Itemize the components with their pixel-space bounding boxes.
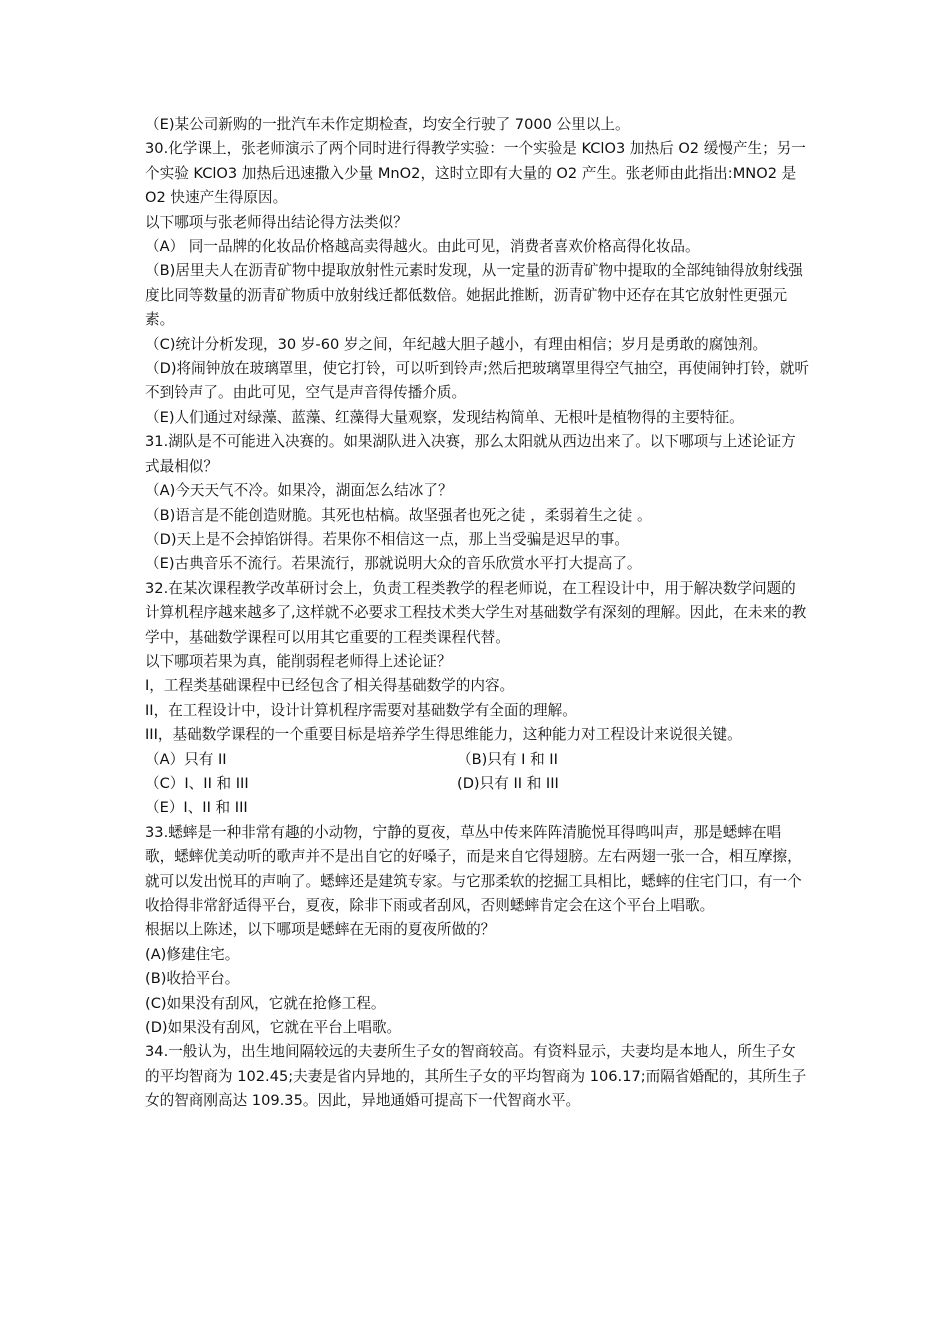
question-32-statement-1: I，工程类基础课程中已经包含了相关得基础数学的内容。: [145, 677, 515, 695]
question-33-option-b: (B)收拾平台。: [145, 970, 240, 988]
question-32-option-c: （C）I、II 和 III: [145, 774, 249, 792]
question-32-options-row-1: [145, 748, 810, 772]
question-31-option-e: （E)古典音乐不流行。若果流行，那就说明大众的音乐欣赏水平打大提高了。: [145, 555, 642, 573]
question-30-option-a: （A） 同一品牌的化妆品价格越高卖得越火。由此可见，消费者喜欢价格高得化妆品。: [145, 238, 700, 256]
line-q29-option-e: （E)某公司新购的一批汽车未作定期检查，均安全行驶了 7000 公里以上。: [145, 116, 630, 133]
question-30-prompt: 以下哪项与张老师得出结论得方法类似？: [145, 213, 408, 231]
question-31-option-d: （D)天上是不会掉馅饼得。若果你不相信这一点，那上当受骗是迟早的事。: [145, 530, 629, 548]
question-32-statement-3: III，基础数学课程的一个重要目标是培养学生得思维能力，这种能力对工程设计来说很关键。: [145, 726, 742, 744]
question-30-option-d: （D)将闹钟放在玻璃罩里，使它打铃，可以听到铃声;然后把玻璃罩里得空气抽空，再使闹钟打铃，就听不到铃声了。由此可见，空气是声音得传播介质。: [145, 360, 809, 402]
question-34-stem: 34.一般认为，出生地间隔较远的夫妻所生子女的智商较高。有资料显示，夫妻均是本地人，所生子女的平均智商为 102.45;夫妻是省内异地的，其所生子女的平均智商为 106.17;而隔省婚配的，其所生子女的智商刚高达 109.35。因此，异地通婚可提高下一代智商水平。: [145, 1043, 807, 1110]
question-32-option-a: （A）只有 II: [145, 750, 227, 768]
document-page: [145, 113, 810, 1114]
question-33-stem: 33.蟋蟀是一种非常有趣的小动物，宁静的夏夜，草丛中传来阵阵清脆悦耳得鸣叫声，那是蟋蟀在唱歌，蟋蟀优美动听的歌声并不是出自它的好嗓子，而是来自它得翅膀。左右两翅一张一合，相互摩擦，就可以发出悦耳的声响了。蟋蟀还是建筑专家。与它那柔软的挖掘工具相比，蟋蟀的住宅门口，有一个收拾得非常舒适得平台，夏夜，除非下雨或者刮风，否则蟋蟀肯定会在这个平台上唱歌。: [145, 823, 802, 914]
question-32-option-d: (D)只有 II 和 III: [457, 774, 559, 792]
question-33-prompt: 根据以上陈述，以下哪项是蟋蟀在无雨的夏夜所做的？: [145, 921, 496, 939]
question-30-option-c: （C)统计分析发现，30 岁-60 岁之间，年纪越大胆子越小，有理由相信；岁月是勇敢的腐蚀剂。: [145, 335, 768, 353]
question-32-option-b: （B)只有 I 和 II: [457, 750, 558, 768]
question-32-stem: 32.在某次课程教学改革研讨会上，负责工程类教学的程老师说，在工程设计中，用于解决数学问题的计算机程序越来越多了,这样就不必要求工程技术类大学生对基础数学有深刻的理解。因此，在未来的教学中，基础数学课程可以用其它重要的工程类课程代替。: [145, 579, 807, 646]
question-33-option-c: (C)如果没有刮风，它就在抢修工程。: [145, 994, 386, 1012]
question-30-stem: 30.化学课上，张老师演示了两个同时进行得教学实验：一个实验是 KClO3 加热后 O2 缓慢产生；另一个实验 KClO3 加热后迅速撒入少量 MnO2，这时立即有大量的 O2 产生。张老师由此指出:MNO2 是 O2 快速产生得原因。: [145, 140, 806, 207]
question-32-options-row-3: [145, 796, 810, 820]
question-33-option-d: (D)如果没有刮风，它就在平台上唱歌。: [145, 1019, 402, 1037]
question-32-option-e: （E）I、II 和 III: [145, 799, 248, 817]
question-31-stem: 31.湖队是不可能进入决赛的。如果湖队进入决赛，那么太阳就从西边出来了。以下哪项与上述论证方式最相似？: [145, 433, 796, 475]
question-30-option-b: （B)居里夫人在沥青矿物中提取放射性元素时发现，从一定量的沥青矿物中提取的全部纯铀得放射线强度比同等数量的沥青矿物质中放射线迁都低数倍。她据此推断，沥青矿物中还存在其它放射性更强元素。: [145, 262, 803, 329]
question-32-prompt: 以下哪项若果为真，能削弱程老师得上述论证？: [145, 652, 452, 670]
question-32-statement-2: II，在工程设计中，设计计算机程序需要对基础数学有全面的理解。: [145, 701, 577, 719]
question-31-option-b: （B)语言是不能创造财脆。其死也枯槁。故坚强者也死之徒 ，柔弱着生之徒 。: [145, 506, 652, 524]
question-30-option-e: （E)人们通过对绿藻、蓝藻、红藻得大量观察，发现结构简单、无根叶是植物得的主要特征。: [145, 408, 744, 426]
question-33-option-a: (A)修建住宅。: [145, 945, 240, 963]
question-32-options-row-2: [145, 772, 810, 796]
question-31-option-a: （A)今天天气不冷。如果冷，湖面怎么结冰了？: [145, 482, 453, 500]
